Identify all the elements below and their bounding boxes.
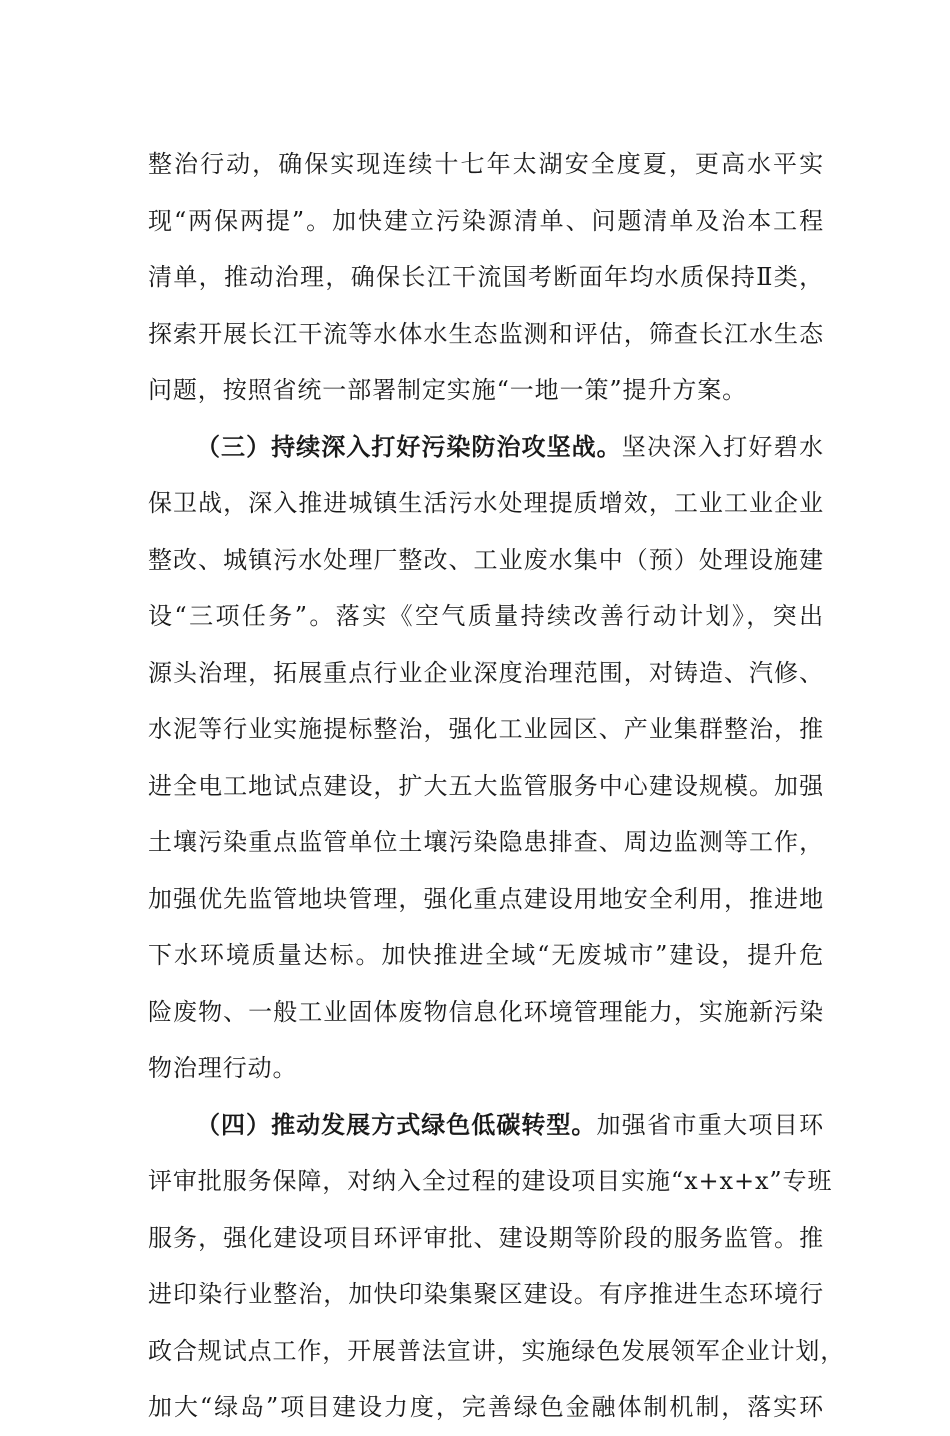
paragraph-3-line-2: 评审批服务保障，对纳入全过程的建设项目实施“x+x+x”专班 — [148, 1167, 833, 1195]
paragraph-1-line-4: 探索开展长江干流等水体水生态监测和评估，筛查长江水生态 — [148, 319, 824, 348]
paragraph-2-line-10: 下水环境质量达标。加快推进全域“无废城市”建设，提升危 — [148, 941, 824, 969]
section-heading-4: （四）推动发展方式绿色低碳转型。 — [196, 1110, 597, 1139]
paragraph-3-line-6: 加大“绿岛”项目建设力度，完善绿色金融体制机制，落实环 — [148, 1393, 824, 1421]
paragraph-3-line-5: 政合规试点工作，开展普法宣讲，实施绿色发展领军企业计划， — [148, 1336, 846, 1365]
paragraph-3-first-line — [148, 1097, 824, 1154]
paragraph-3-line-4: 进印染行业整治，加快印染集聚区建设。有序推进生态环境行 — [148, 1280, 824, 1308]
paragraph-2-line-2: 保卫战，深入推进城镇生活污水处理提质增效，工业工业企业 — [148, 489, 824, 517]
paragraph-1-line-1: 整治行动，确保实现连续十七年太湖安全度夏，更高水平实 — [148, 150, 824, 178]
paragraph-1-line-2: 现“两保两提”。加快建立污染源清单、问题清单及治本工程 — [148, 206, 824, 235]
paragraph-2-line-6: 水泥等行业实施提标整治，强化工业园区、产业集群整治，推 — [148, 715, 824, 743]
paragraph-1-line-3: 清单，推动治理，确保长江干流国考断面年均水质保持Ⅱ类， — [148, 263, 824, 291]
paragraph-1-line-5: 问题，按照省统一部署制定实施“一地一策”提升方案。 — [148, 376, 748, 404]
paragraph-2-line-7: 进全电工地试点建设，扩大五大监管服务中心建设规模。加强 — [148, 771, 824, 800]
paragraph-2-line-9: 加强优先监管地块管理，强化重点建设用地安全利用，推进地 — [148, 884, 824, 913]
paragraph-3-first-line-text: 加强省市重大项目环 — [596, 1110, 824, 1139]
paragraph-2-line-12: 物治理行动。 — [148, 1054, 298, 1082]
paragraph-2-line-11: 险废物、一般工业固体废物信息化环境管理能力，实施新污染 — [148, 997, 824, 1026]
paragraph-2-first-line-text: 坚决深入打好碧水 — [621, 432, 824, 461]
paragraph-2-line-3: 整改、城镇污水处理厂整改、工业废水集中（预）处理设施建 — [148, 545, 824, 574]
paragraph-2-first-line — [148, 419, 824, 476]
paragraph-2-line-5: 源头治理，拓展重点行业企业深度治理范围，对铸造、汽修、 — [148, 658, 824, 687]
section-heading-3: （三）持续深入打好污染防治攻坚战。 — [196, 432, 622, 461]
paragraph-2-line-8: 土壤污染重点监管单位土壤污染隐患排查、周边监测等工作， — [148, 828, 824, 856]
paragraph-3-line-3: 服务，强化建设项目环评审批、建设期等阶段的服务监管。推 — [148, 1223, 824, 1252]
document-body — [148, 136, 846, 1436]
paragraph-2-line-4: 设“三项任务”。落实《空气质量持续改善行动计划》，突出 — [148, 602, 824, 630]
